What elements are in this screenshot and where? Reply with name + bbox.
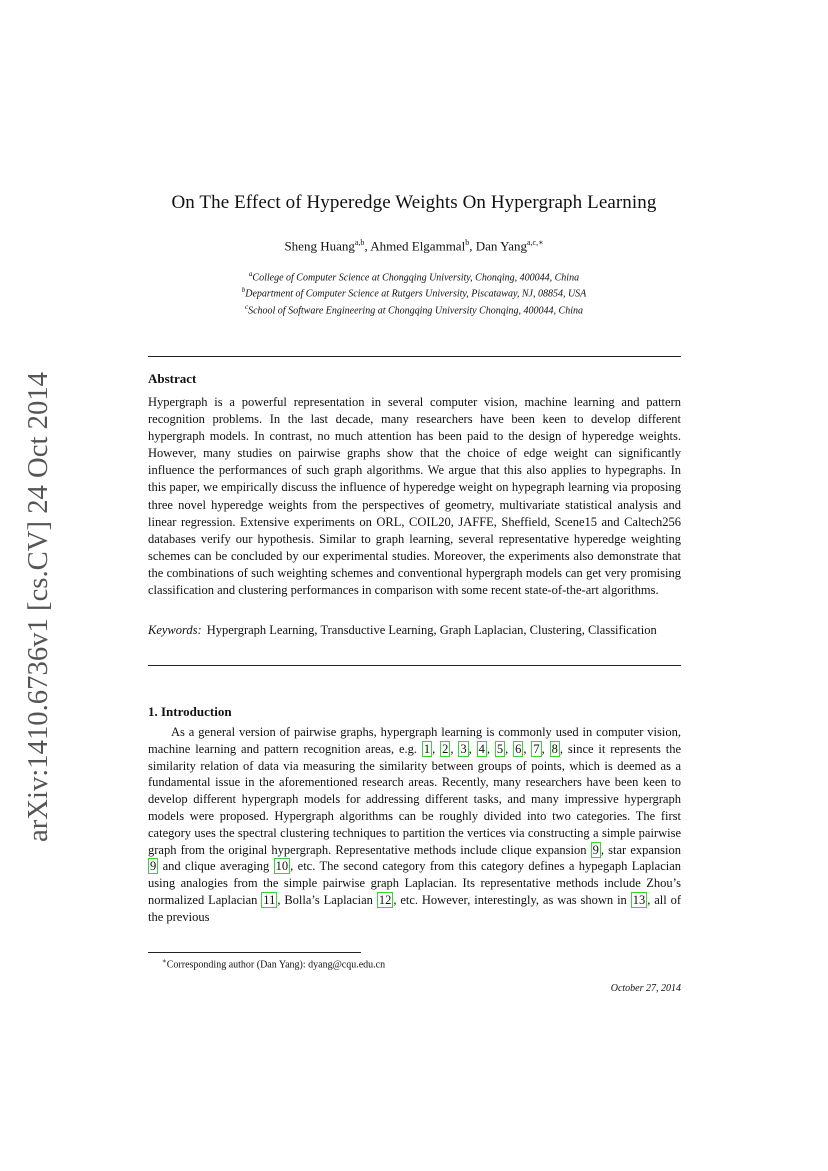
keywords-label: Keywords:: [148, 623, 202, 637]
intro-text: ,: [432, 741, 441, 756]
intro-text: , Bolla’s Laplacian: [277, 892, 377, 907]
footnote-mark: ∗: [162, 957, 167, 965]
intro-text: , etc. However, interestingly, as was shown in: [393, 892, 631, 907]
intro-text: As a general version of pairwise graphs, hypergraph learning is commonly used in computer vision, machine learning and pattern recognition areas, e.g.: [148, 725, 681, 756]
citation-link[interactable]: 12: [378, 892, 392, 907]
keywords-block: [148, 622, 681, 639]
intro-text: ,: [541, 741, 550, 756]
affiliation-text: School of Software Engineering at Chongqing University Chonqing, 400044, China: [248, 304, 583, 316]
author-affiliation-mark: a,b: [354, 238, 365, 247]
citation-link[interactable]: 4: [478, 741, 485, 756]
abstract-heading: Abstract: [148, 371, 197, 386]
citation-link[interactable]: 11: [263, 892, 276, 907]
author-affiliation-mark: a,c,∗: [526, 238, 544, 247]
author-name: Sheng Huang: [284, 238, 355, 254]
arxiv-identifier-text: arXiv:1410.6736v1 [cs.CV] 24 Oct 2014: [23, 383, 54, 842]
intro-text: ,: [486, 741, 495, 756]
footnote-text: Corresponding author (Dan Yang): dyang@cqu.edu.cn: [166, 959, 386, 971]
affiliation-mark: b: [241, 286, 246, 295]
abstract-bottom-divider: [148, 665, 681, 666]
intro-text: and clique averaging: [158, 859, 274, 874]
intro-text: ,: [450, 741, 459, 756]
keywords-text: Hypergraph Learning, Transductive Learning, Graph Laplacian, Clustering, Classification: [206, 623, 657, 637]
affiliation-line: [0, 284, 828, 300]
intro-text: , star expansion: [600, 842, 681, 857]
page-date: October 27, 2014: [610, 983, 681, 994]
affiliation-line: [0, 268, 828, 284]
author-list: Sheng Huang$^{a,b}$, Ahmed Elgammal$^b$, Dan Yang$^{a,c,∗}$: [284, 238, 544, 254]
abstract-top-divider: [148, 356, 681, 357]
affiliation-text: Department of Computer Science at Rutgers University, Piscataway, NJ, 08854, USA: [245, 288, 587, 300]
citation-link[interactable]: 2: [442, 741, 449, 756]
intro-text: , since it represents the similarity relation of data via measuring the similarity between groups of points, which is deemed as a fundamental issue in the aforementioned research areas. Recently, many researchers have been keen to develop different hypergraph models for addressing different tasks, and many impressive hypergraph models were proposed. Hypergraph algorithms can be roughly divided into two categories. The first category uses the spectral clustering techniques to partition the vertices via constructing a simple pairwise graph from the original hypergraph. Representative methods include clique expansion: [148, 741, 682, 857]
intro-text: ,: [505, 741, 514, 756]
intro-text: ,: [523, 741, 532, 756]
citation-link[interactable]: 3: [460, 741, 467, 756]
citation-link[interactable]: 8: [551, 741, 558, 756]
citation-link[interactable]: 1: [423, 741, 431, 756]
citation-link[interactable]: 13: [632, 892, 646, 907]
citation-link[interactable]: 6: [515, 741, 522, 756]
abstract-text: Hypergraph is a powerful representation in several computer vision, machine learning and pattern recognition problems. In the last decade, many researchers have been keen to develop different hypergraph models. In contrast, no much attention has been paid to the design of hyperedge weights. However, many studies on pairwise graphs show that the choice of edge weight can significantly influence the performances of such graph algorithms. We argue that this also applies to hypegraphs. In this paper, we empirically discuss the influence of hyperedge weight on hypegraph learning via proposing three novel hyperedge weights from the perspectives of geometry, multivariate statistical analysis and linear regression. Extensive experiments on ORL, COIL20, JAFFE, Sheffield, Scene15 and Caltech256 databases verify our hypothesis. Similar to graph learning, several representative hyperedge weighting schemes can be concluded by our experimental studies. Moreover, the experiments also demonstrate that the combinations of such weighting schemes and conventional hypergraph models can get very promising classification and clustering performances in comparison with some recent state-of-the-art algorithms.: [148, 395, 681, 598]
citation-link[interactable]: 9: [150, 859, 157, 874]
arxiv-identifier-stamp: [18, 370, 58, 845]
footnote-divider: [148, 952, 361, 953]
paper-title: On The Effect of Hyperedge Weights On Hypergraph Learning: [171, 192, 657, 213]
section-heading-introduction: 1. Introduction: [148, 704, 232, 719]
introduction-paragraph: [148, 724, 681, 926]
author-name: Ahmed Elgammal: [370, 238, 466, 254]
intro-text: , etc. The second category from this category defines a hypegaph Laplacian using analogies from the simple pairwise graph Laplacian. Its representative methods include Zhou’s normalized Laplacian: [148, 859, 682, 907]
citation-link[interactable]: 10: [275, 859, 289, 874]
affiliation-mark: a: [248, 270, 253, 278]
footnote: [162, 957, 385, 970]
citation-link[interactable]: 5: [496, 741, 504, 756]
citation-link[interactable]: 7: [533, 741, 540, 756]
author-name: Dan Yang: [475, 238, 527, 254]
affiliation-list: [0, 268, 828, 317]
affiliation-mark: c: [244, 302, 249, 311]
affiliation-text: College of Computer Science at Chongqing University, Chonqing, 400044, China: [252, 272, 580, 284]
intro-text: ,: [468, 741, 477, 756]
citation-link[interactable]: 9: [592, 842, 599, 857]
author-affiliation-mark: b: [465, 238, 470, 247]
affiliation-line: [0, 301, 828, 317]
intro-text: , all of the previous: [148, 892, 681, 924]
